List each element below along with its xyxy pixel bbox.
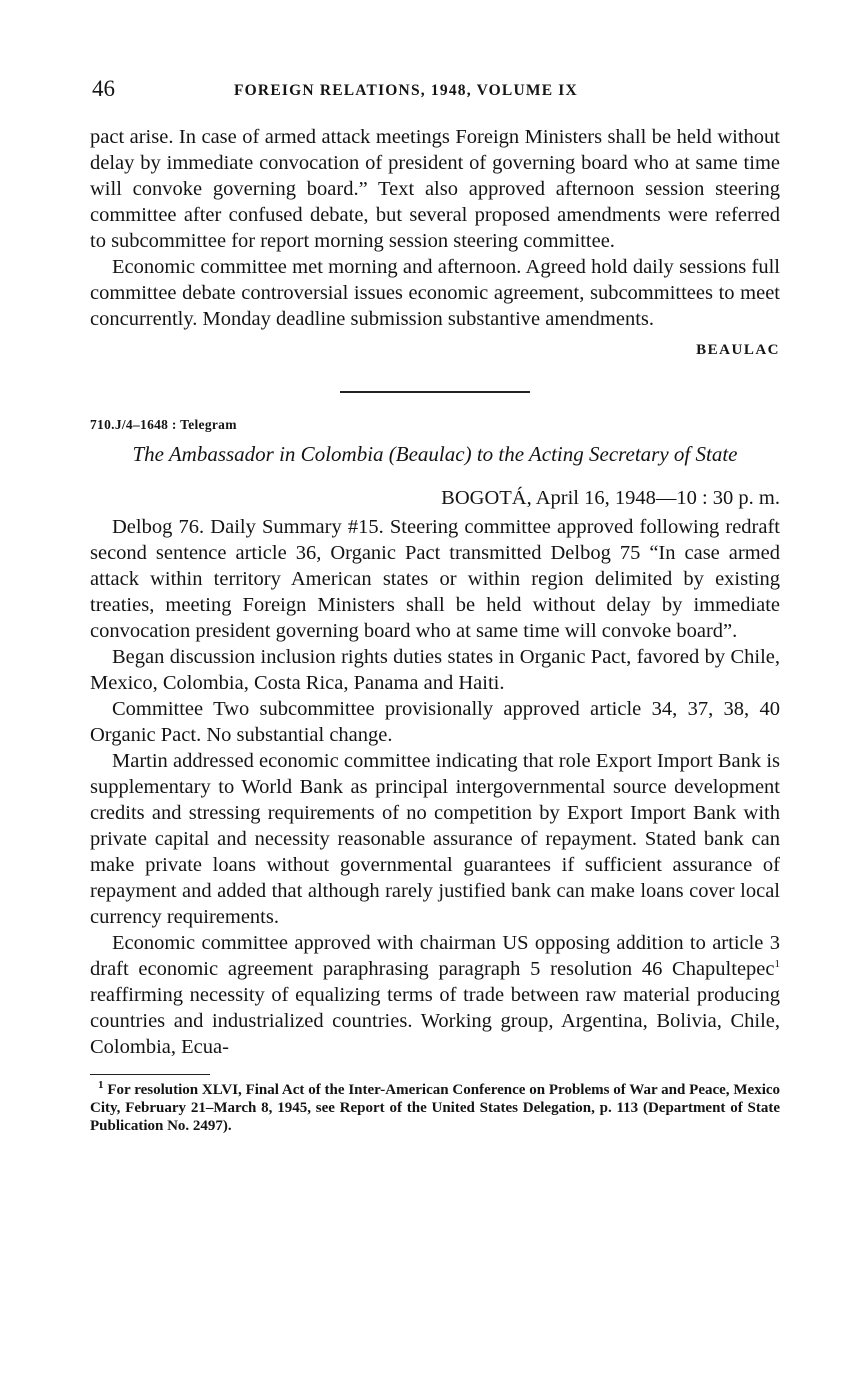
section-divider xyxy=(340,391,530,393)
document-heading: The Ambassador in Colombia (Beaulac) to the Acting Secretary of State xyxy=(132,442,738,466)
paragraph xyxy=(90,930,780,1060)
document-reference: 710.J/4–1648 : Telegram xyxy=(90,417,237,432)
footnote-text: For resolution XLVI, Final Act of the Inter-American Conference on Problems of War and Peace, Mexico City, February 21–March 8, 1945, see Report of the United States Delegation, p. 113 (Department of State Publication No. 2497). xyxy=(90,1082,781,1134)
paragraph: Began discussion inclusion rights duties states in Organic Pact, favored by Chile, Mexico, Colombia, Costa Rica, Panama and Haiti. xyxy=(90,646,780,694)
footnote xyxy=(90,1081,780,1135)
paragraph: Martin addressed economic committee indicating that role Export Import Bank is supplementary to World Bank as principal intergovernmental source development credits and stressing requirements of no competition by Export Import Bank with private capital and necessity reasonable assurance of repayment. Stated bank can make private loans without governmental guarantees if sufficient assurance of repayment and added that although rarely justified bank can make loans cover local currency requirements. xyxy=(90,750,780,928)
footnote-mark: 1 xyxy=(98,1079,104,1091)
paragraph-text: Economic committee approved with chairman US opposing addition to article 3 draft economic agreement paraphrasing paragraph 5 resolution 46 Chapultepec xyxy=(90,932,780,980)
page-body xyxy=(90,124,780,1135)
footnote-divider xyxy=(90,1074,210,1075)
footnote-reference: 1 xyxy=(774,958,780,971)
page-number: 46 xyxy=(92,76,115,101)
paragraph-text: reaffirming necessity of equalizing terms of trade between raw material producing countries and industrialized countries. Working group, Argentina, Bolivia, Chile, Colombia, Ecua- xyxy=(90,984,780,1058)
page-header xyxy=(92,76,782,106)
paragraph: Delbog 76. Daily Summary #15. Steering committee approved following redraft second sentence article 36, Organic Pact transmitted Delbog 75 “In case armed attack within territory American states or within region delimited by existing treaties, meeting Foreign Ministers shall be held without delay by immediate convocation president governing board who at same time will convoke board”. xyxy=(90,516,780,642)
paragraph: Committee Two subcommittee provisionally approved article 34, 37, 38, 40 Organic Pact. No substantial change. xyxy=(90,698,780,746)
signature: BEAULAC xyxy=(696,342,780,358)
continued-paragraph: pact arise. In case of armed attack meetings Foreign Ministers shall be held without delay by immediate convocation of president of governing board who at same time will convoke governing board.” Text also approved afternoon session steering committee after confused debate, but several proposed amendments were referred to subcommittee for report morning session steering committee. xyxy=(90,126,780,252)
dateline: BOGOTÁ, April 16, 1948—10 : 30 p. m. xyxy=(441,487,780,509)
paragraph: Economic committee met morning and afternoon. Agreed hold daily sessions full committee debate controversial issues economic agreement, subcommittees to meet concurrently. Monday deadline submission substantive amendments. xyxy=(90,256,780,330)
running-title: FOREIGN RELATIONS, 1948, VOLUME IX xyxy=(234,82,578,99)
